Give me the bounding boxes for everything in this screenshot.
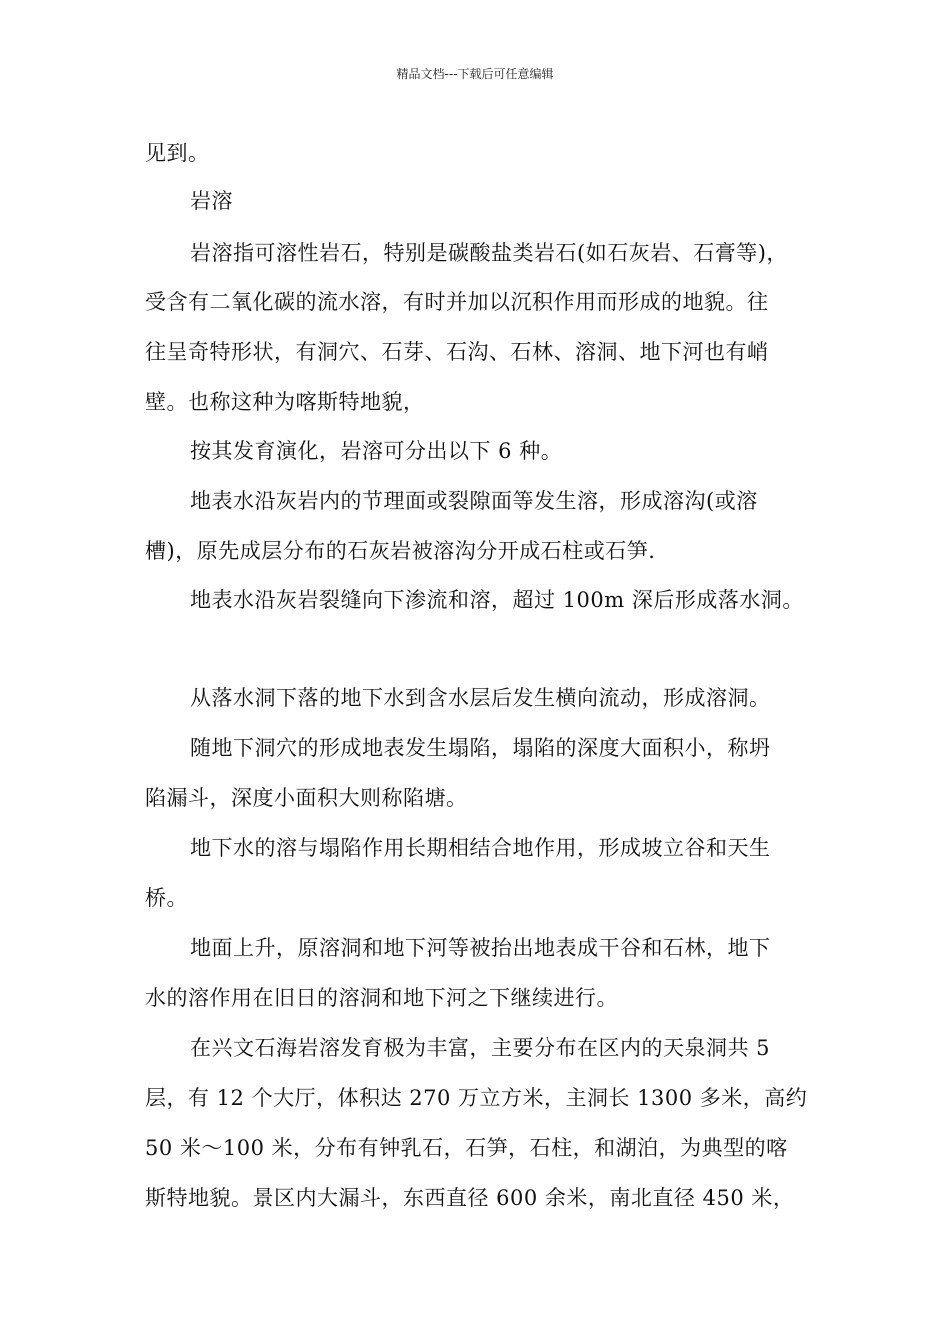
text-line: 地下水的溶与塌陷作用长期相结合地作用，形成坡立谷和天生 [190, 836, 771, 860]
text-line: 按其发育演化，岩溶可分出以下 6 种。 [190, 439, 563, 463]
text-line: 地表水沿灰岩裂缝向下渗流和溶，超过 100m 深后形成落水洞。 [190, 588, 804, 612]
text-line: 斯特地貌。景区内大漏斗，东西直径 600 余米，南北直径 450 米， [145, 1186, 795, 1210]
text-line: 受含有二氧化碳的流水溶，有时并加以沉积作用而形成的地貌。往 [145, 290, 769, 314]
text-line: 桥。 [145, 886, 188, 910]
text-line: 岩溶指可溶性岩石，特别是碳酸盐类岩石(如石灰岩、石膏等)， [190, 241, 788, 265]
page-header: 精品文档---下载后可任意编辑 [396, 67, 554, 81]
text-line: 从落水洞下落的地下水到含水层后发生横向流动，形成溶洞。 [190, 686, 771, 710]
text-line: 见到。 [145, 141, 210, 165]
text-line: 随地下洞穴的形成地表发生塌陷，塌陷的深度大面积小，称坍 [190, 736, 771, 760]
text-line: 地表水沿灰岩内的节理面或裂隙面等发生溶，形成溶沟(或溶 [190, 489, 758, 513]
text-line: 地面上升，原溶洞和地下河等被抬出地表成干谷和石林，地下 [190, 936, 771, 960]
text-line: 往呈奇特形状，有洞穴、石芽、石沟、石林、溶洞、地下河也有峭 [145, 340, 769, 364]
text-line: 层，有 12 个大厅，体积达 270 万立方米，主洞长 1300 多米，高约 [145, 1086, 808, 1110]
text-line: 槽)，原先成层分布的石灰岩被溶沟分开成石柱或石笋. [145, 539, 656, 563]
text-line: 壁。也称这种为喀斯特地貌， [145, 390, 425, 414]
text-line: 陷漏斗，深度小面积大则称陷塘。 [145, 786, 468, 810]
section-heading: 岩溶 [190, 189, 233, 213]
text-line: 在兴文石海岩溶发育极为丰富，主要分布在区内的天泉洞共 5 [190, 1036, 771, 1060]
text-line: 50 米～100 米，分布有钟乳石，石笋，石柱，和湖泊，为典型的喀 [145, 1136, 788, 1160]
text-line: 水的溶作用在旧日的溶洞和地下河之下继续进行。 [145, 986, 618, 1010]
